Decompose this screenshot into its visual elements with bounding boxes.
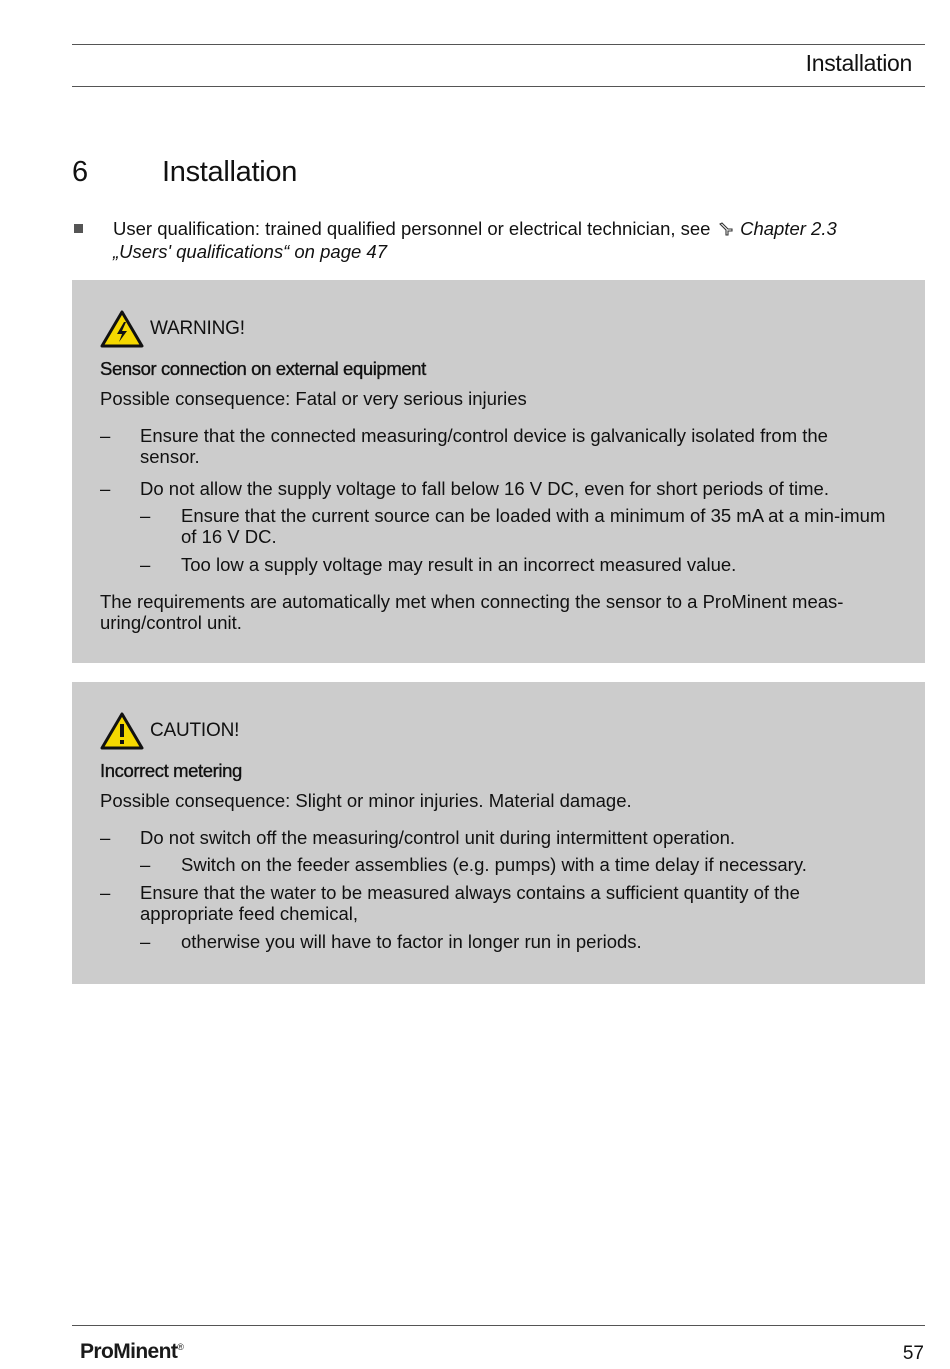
header-rule-top xyxy=(72,44,925,45)
caution-measure-item xyxy=(100,827,890,848)
warning-measure-subitem xyxy=(140,554,890,575)
caution-measure-subitem xyxy=(140,931,890,952)
dash-bullet: – xyxy=(140,854,151,875)
caution-signal-word: CAUTION! xyxy=(150,720,240,741)
warning-measure-text: Ensure that the connected measuring/control device is galvanically isolated from the sensor. xyxy=(140,425,828,467)
warning-consequence: Possible consequence: Fatal or very serious injuries xyxy=(100,388,527,409)
caution-panel xyxy=(72,682,925,984)
footer-rule xyxy=(72,1325,925,1326)
hand-pointer-icon xyxy=(718,222,738,239)
qualification-text xyxy=(113,218,872,262)
caution-signal xyxy=(100,712,239,750)
chapter-number: 6 xyxy=(72,156,89,188)
warning-signal xyxy=(100,310,245,348)
caution-measure-text: Ensure that the water to be measured always contains a sufficient quantity of the appropriate feed chemical, xyxy=(140,882,800,924)
header-rule-bottom xyxy=(72,86,925,87)
chapter-reference-page-link[interactable]: „Users' qualifications“ on page 47 xyxy=(113,241,387,262)
caution-consequence: Possible consequence: Slight or minor injuries. Material damage. xyxy=(100,790,632,811)
dash-bullet: – xyxy=(100,882,111,903)
warning-hazard-title: Sensor connection on external equipment xyxy=(100,358,426,379)
caution-measure-item xyxy=(100,882,890,924)
chapter-title: Installation xyxy=(162,156,298,188)
caution-measure-subitem xyxy=(140,854,890,875)
dash-bullet: – xyxy=(140,505,151,526)
page-number: 57 xyxy=(902,1343,924,1364)
prominent-logo: ProMinent® xyxy=(80,1340,184,1363)
warning-measure-text: Do not allow the supply voltage to fall below 16 V DC, even for short periods of time. xyxy=(140,478,829,499)
caution-hazard-title: Incorrect metering xyxy=(100,760,242,781)
warning-note: The requirements are automatically met when connecting the sensor to a ProMinent meas-uring/control unit. xyxy=(100,591,844,633)
square-bullet-icon xyxy=(74,224,83,233)
exclamation-hazard-caution-icon xyxy=(100,712,144,750)
warning-measure-item xyxy=(100,425,890,467)
qualification-label: User qualification: trained qualified personnel or electrical technician, see xyxy=(113,218,711,239)
warning-signal-word: WARNING! xyxy=(150,318,245,339)
electric-hazard-warning-icon xyxy=(100,310,144,348)
warning-panel xyxy=(72,280,925,663)
dash-bullet: – xyxy=(140,931,151,952)
dash-bullet: – xyxy=(100,425,111,446)
caution-measure-text: otherwise you will have to factor in longer run in periods. xyxy=(181,931,642,952)
dash-bullet: – xyxy=(100,827,111,848)
warning-measure-item xyxy=(100,478,890,499)
caution-measure-text: Switch on the feeder assemblies (e.g. pumps) with a time delay if necessary. xyxy=(181,854,807,875)
caution-measure-text: Do not switch off the measuring/control unit during intermittent operation. xyxy=(140,827,736,848)
running-header-title: Installation xyxy=(805,50,912,76)
warning-measure-text: Ensure that the current source can be loaded with a minimum of 35 mA at a min-imum of 16 V DC. xyxy=(181,505,886,547)
dash-bullet: – xyxy=(100,478,111,499)
dash-bullet: – xyxy=(140,554,151,575)
warning-measure-text: Too low a supply voltage may result in an incorrect measured value. xyxy=(181,554,737,575)
warning-measure-subitem xyxy=(140,505,890,547)
qualification-item xyxy=(72,218,872,262)
chapter-reference-link[interactable]: Chapter 2.3 xyxy=(740,218,837,239)
